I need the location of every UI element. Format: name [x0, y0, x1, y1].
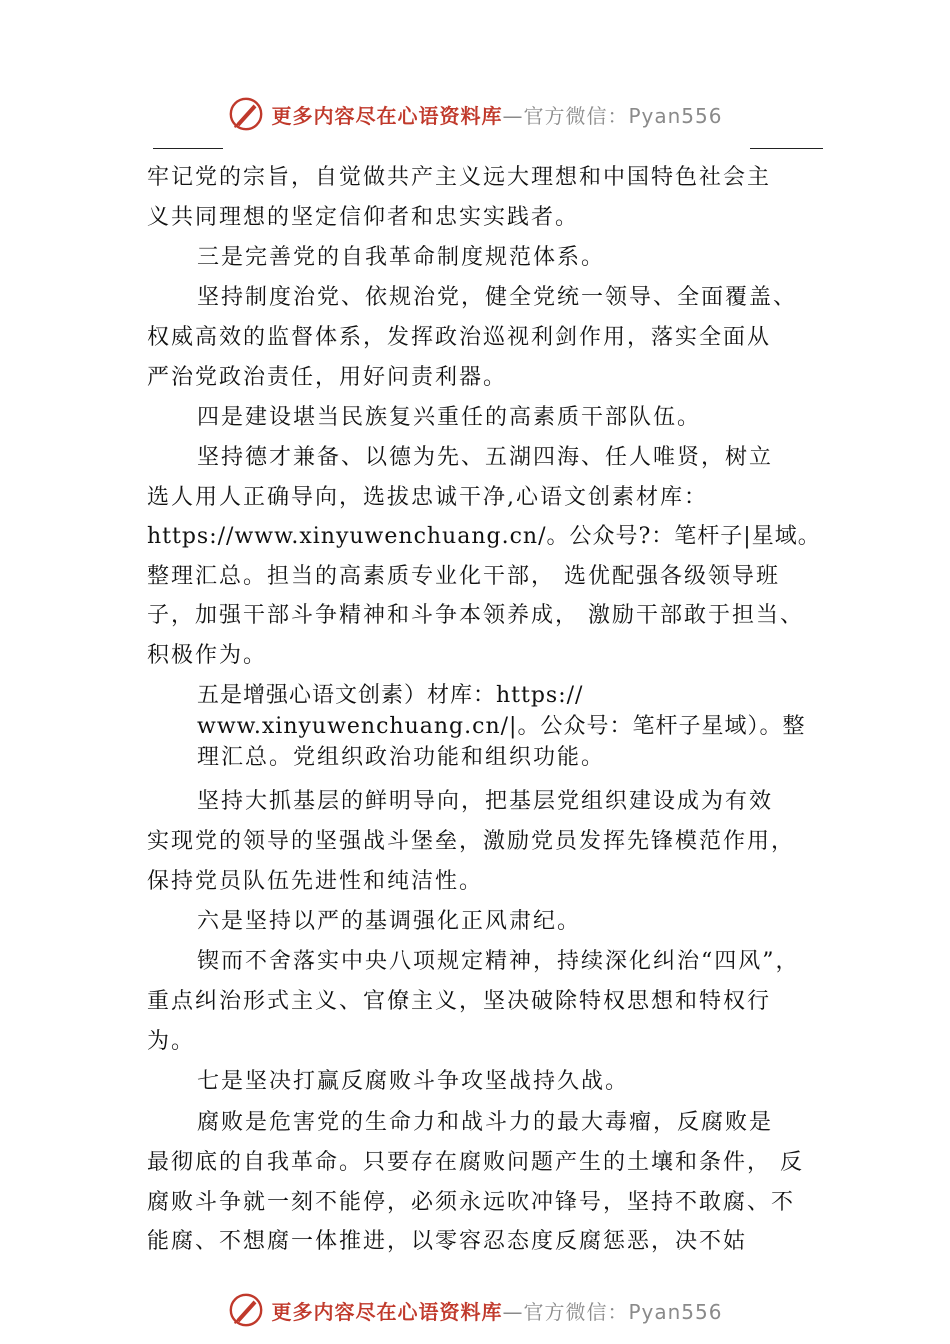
body-line: 牢记党的宗旨，自觉做共产主义远大理想和中国特色社会主 — [147, 165, 772, 190]
body-line: 坚持德才兼备、以德为先、五湖四海、任人唯贤，树立 — [197, 445, 774, 470]
footer-brand-name: 更多内容尽在心语资料库 — [271, 1299, 503, 1324]
page-header — [0, 94, 950, 134]
footer-wechat-id: —官方微信：Pyan556 — [502, 1299, 723, 1324]
body-line: 积极作为。 — [147, 643, 268, 668]
body-line: 义共同理想的坚定信仰者和忠实实践者。 — [147, 205, 580, 230]
body-line: 保持党员队伍先进性和纯洁性。 — [147, 869, 484, 894]
body-line: 最彻底的自我革命。只要存在腐败问题产生的土壤和条件， 反 — [147, 1150, 804, 1175]
body-line: 坚持大抓基层的鲜明导向，把基层党组织建设成为有效 — [197, 789, 774, 814]
body-line: 权威高效的监督体系，发挥政治巡视利剑作用，落实全面从 — [147, 325, 772, 350]
header-rule-left — [153, 148, 223, 149]
page-footer — [0, 1290, 950, 1330]
body-line: 整理汇总。担当的高素质专业化干部， 选优配强各级领导班 — [147, 564, 780, 589]
header-wechat-id: —官方微信：Pyan556 — [502, 103, 723, 128]
body-line: 子，加强干部斗争精神和斗争本领养成， 激励干部敢于担当、 — [147, 603, 804, 628]
body-line: www.xinyuwenchuang.cn/|。公众号：笔杆子星域）。整 — [197, 714, 806, 739]
body-line: 五是增强心语文创素）材库：https:// — [197, 683, 584, 708]
pen-seal-icon — [227, 95, 265, 133]
body-line: 七是坚决打赢反腐败斗争攻坚战持久战。 — [197, 1069, 630, 1094]
body-line: 重点纠治形式主义、官僚主义，坚决破除特权思想和特权行 — [147, 989, 772, 1014]
body-line: 实现党的领导的坚强战斗堡垒，激励党员发挥先锋模范作用， — [147, 829, 796, 854]
header-brand-name: 更多内容尽在心语资料库 — [271, 103, 503, 128]
header-rule-right — [750, 148, 823, 149]
body-line: 锲而不舍落实中央八项规定精神，持续深化纠治“四风”， — [197, 949, 800, 974]
footer-brand — [271, 1296, 722, 1325]
body-line: 坚持制度治党、依规治党，健全党统一领导、全面覆盖、 — [197, 285, 798, 310]
body-line: 严治党政治责任，用好问责利器。 — [147, 365, 508, 390]
body-line: https://www.xinyuwenchuang.cn/。公众号?：笔杆子|星域。 — [147, 524, 821, 549]
pen-seal-icon — [227, 1291, 265, 1329]
body-line: 腐败斗争就一刻不能停，必须永远吹冲锋号，坚持不敢腐、不 — [147, 1190, 796, 1215]
header-brand — [271, 100, 722, 129]
body-line: 腐败是危害党的生命力和战斗力的最大毒瘤，反腐败是 — [197, 1110, 774, 1135]
body-line: 四是建设堪当民族复兴重任的高素质干部队伍。 — [197, 405, 702, 430]
body-line: 理汇总。党组织政治功能和组织功能。 — [197, 745, 606, 770]
body-line: 三是完善党的自我革命制度规范体系。 — [197, 245, 606, 270]
body-line: 选人用人正确导向，选拔忠诚干净,心语文创素材库： — [147, 485, 708, 510]
body-line: 六是坚持以严的基调强化正风肃纪。 — [197, 909, 582, 934]
body-line: 能腐、不想腐一体推进，以零容忍态度反腐惩恶，决不姑 — [147, 1229, 748, 1254]
body-line: 为。 — [147, 1029, 196, 1054]
